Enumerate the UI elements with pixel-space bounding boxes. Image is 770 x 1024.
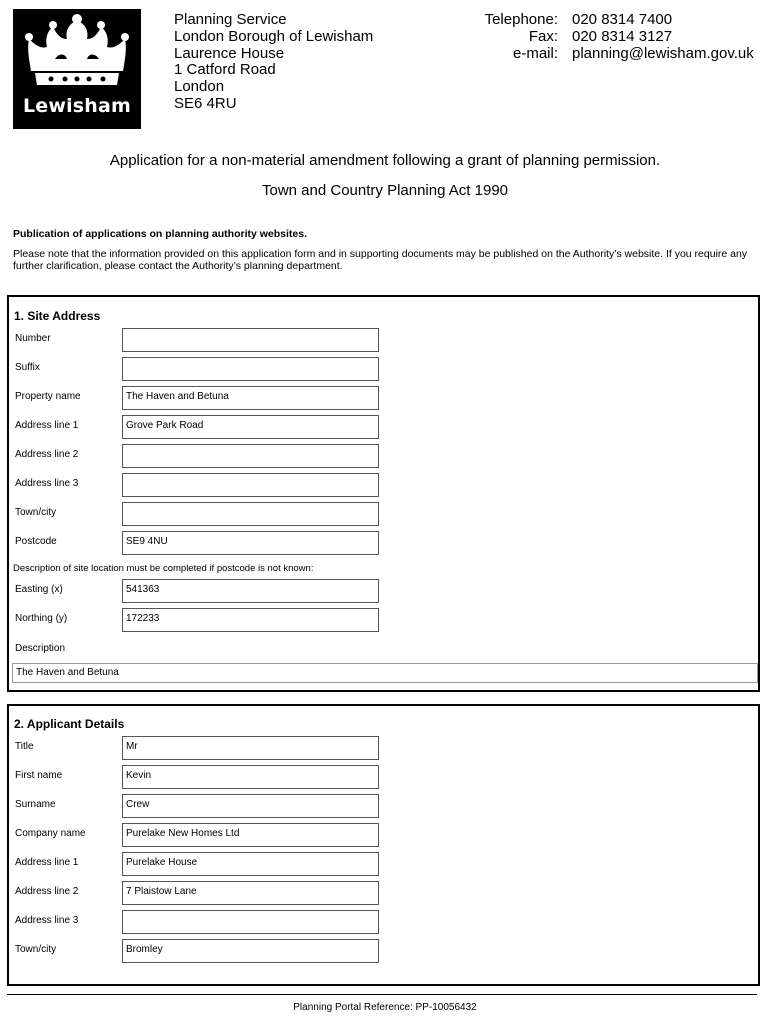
- location-note: Description of site location must be completed if postcode is not known:: [13, 563, 314, 574]
- town-city-input[interactable]: [122, 502, 379, 526]
- email-label: e-mail:: [512, 44, 558, 62]
- address-line-2-input[interactable]: [122, 444, 379, 468]
- email-link[interactable]: planning@lewisham.gov.uk: [572, 44, 754, 62]
- northing-label: Northing (y): [15, 613, 68, 624]
- address-line: Planning Service: [174, 11, 287, 28]
- company-name-input[interactable]: Purelake New Homes Ltd: [122, 823, 379, 847]
- section-title: 1. Site Address: [14, 309, 101, 323]
- site-address-section: [7, 295, 760, 692]
- description-input[interactable]: The Haven and Betuna: [12, 663, 758, 683]
- first-name-label: First name: [15, 770, 63, 781]
- address-line: London Borough of Lewisham: [174, 27, 374, 45]
- address-line: SE6 4RU: [174, 94, 237, 112]
- property-name-input[interactable]: The Haven and Betuna: [122, 386, 379, 410]
- title-input[interactable]: Mr: [122, 736, 379, 760]
- address-line: 1 Catford Road: [174, 61, 276, 79]
- address-line-2-label: Address line 2: [15, 449, 79, 460]
- lewisham-logo: [13, 9, 141, 129]
- first-name-input[interactable]: Kevin: [122, 765, 379, 789]
- address-line: London: [174, 78, 225, 96]
- logo-text: Lewisham: [22, 95, 132, 117]
- postcode-label: Postcode: [15, 536, 57, 547]
- address-line-1-label: Address line 1: [15, 420, 79, 431]
- easting-label: Easting (x): [15, 584, 63, 595]
- portal-reference: Planning Portal Reference: PP-10056432: [293, 1002, 477, 1013]
- applicant-details-section: [7, 704, 760, 986]
- telephone-value: 020 8314 7400: [572, 11, 673, 28]
- applicant-address-line-3-input[interactable]: [122, 910, 379, 934]
- publication-text: Please note that the information provided on this application form and in supporting documents may be published on the Authority’s website. If you require any further clarification, please contact the Authority’s planning department.: [13, 248, 748, 272]
- footer-divider: [7, 994, 757, 995]
- fax-label: Fax:: [528, 27, 558, 45]
- applicant-address-line-2-label: Address line 2: [15, 886, 79, 897]
- contact-labels: [440, 12, 558, 62]
- fax-value: 020 8314 3127: [572, 27, 673, 45]
- address-line: Laurence House: [174, 44, 285, 62]
- telephone-label: Telephone:: [484, 11, 558, 28]
- address-line-3-input[interactable]: [122, 473, 379, 497]
- form-subtitle: Town and Country Planning Act 1990: [262, 182, 508, 199]
- section-title: 2. Applicant Details: [14, 717, 125, 731]
- applicant-town-city-label: Town/city: [15, 944, 57, 955]
- easting-input[interactable]: 541363: [122, 579, 379, 603]
- title-label: Title: [15, 741, 34, 752]
- address-line-1-input[interactable]: Grove Park Road: [122, 415, 379, 439]
- applicant-address-line-2-input[interactable]: 7 Plaistow Lane: [122, 881, 379, 905]
- town-city-label: Town/city: [15, 507, 57, 518]
- northing-input[interactable]: 172233: [122, 608, 379, 632]
- postcode-input[interactable]: SE9 4NU: [122, 531, 379, 555]
- description-label: Description: [15, 643, 66, 654]
- suffix-label: Suffix: [15, 362, 40, 373]
- form-title: Application for a non-material amendment following a grant of planning permission.: [109, 152, 661, 169]
- applicant-address-line-1-input[interactable]: Purelake House: [122, 852, 379, 876]
- number-input[interactable]: [122, 328, 379, 352]
- suffix-input[interactable]: [122, 357, 379, 381]
- address-line-3-label: Address line 3: [15, 478, 79, 489]
- publication-heading: Publication of applications on planning authority websites.: [13, 228, 308, 240]
- applicant-town-city-input[interactable]: Bromley: [122, 939, 379, 963]
- applicant-address-line-1-label: Address line 1: [15, 857, 79, 868]
- contact-values: [572, 12, 754, 62]
- property-name-label: Property name: [15, 391, 81, 402]
- council-address: [174, 12, 373, 113]
- surname-label: Surname: [15, 799, 56, 810]
- number-label: Number: [15, 333, 51, 344]
- company-name-label: Company name: [15, 828, 86, 839]
- crown-icon: [13, 9, 141, 95]
- surname-input[interactable]: Crew: [122, 794, 379, 818]
- applicant-address-line-3-label: Address line 3: [15, 915, 79, 926]
